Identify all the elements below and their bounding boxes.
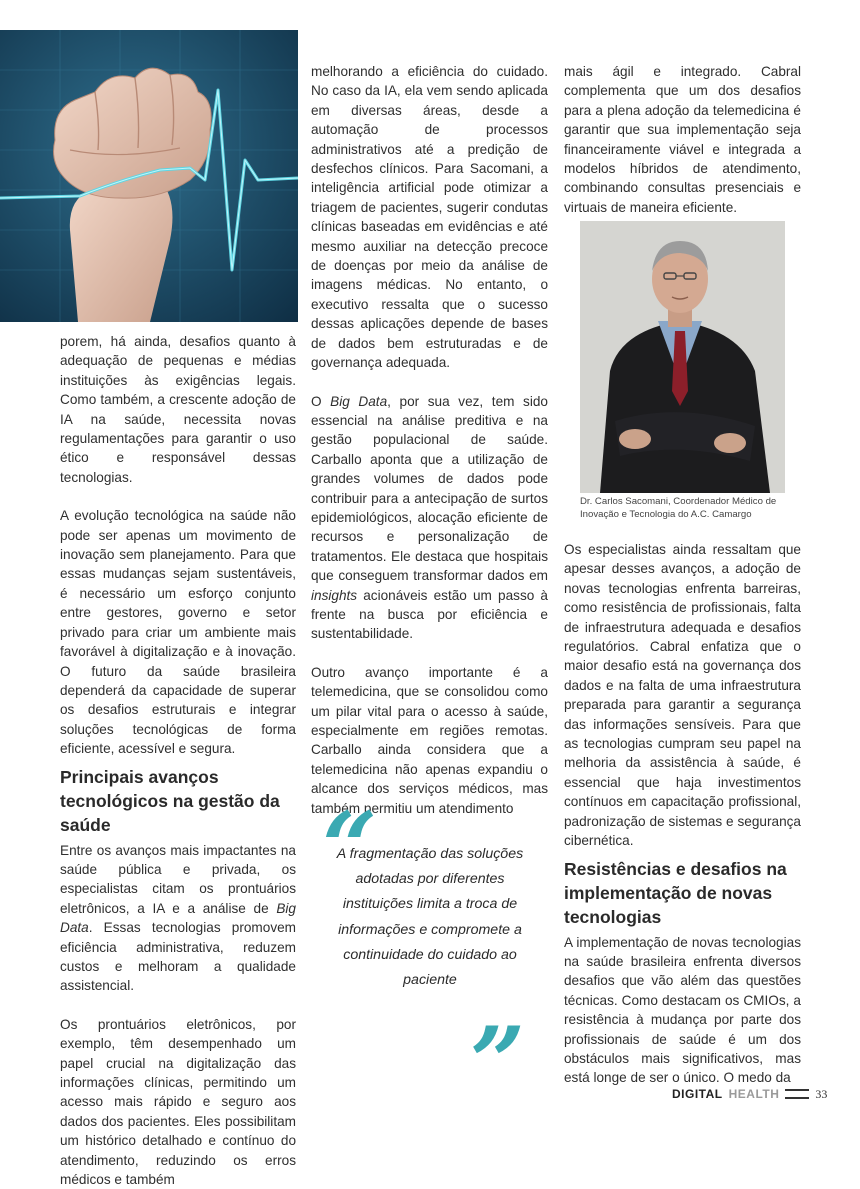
fist-heartbeat-illustration bbox=[0, 30, 298, 322]
pull-quote: A fragmentação das soluções adotadas por diferentes instituições limita a troca de informações e compromete a continuidade do cuidado ao paciente bbox=[336, 846, 524, 989]
footer-brand-digital: DIGITAL bbox=[672, 1087, 723, 1101]
col1-paragraph-4: Os prontuários eletrônicos, por exemplo, têm desempenhado um papel crucial na digitalização das informações clínicas, permitindo um acesso mais rápido e seguro aos dados dos pacientes. Eles possibilitam um histórico detalhado e contínuo do atendimento, reduzindo os erros médicos e também bbox=[60, 1016, 296, 1188]
col2-paragraph-1: melhorando a eficiência do cuidado. No caso da IA, ela vem sendo aplicada em diversas áreas, desde a automação de processos administrativos até a predição de desfechos clínicos. Para Sacomani, a inteligência artificial pode otimizar a triagem de pacientes, sugerir condutas clínicas baseadas em evidências e até mesmo auxiliar na detecção precoce de doenças por meio da análise de imagens médicas. No entanto, o executivo ressalta que o sucesso dessas aplicações depende de bases de dados bem estruturadas e de governança adequada. bbox=[311, 64, 548, 371]
col1-paragraph-1: porem, há ainda, desafios quanto à adequação de pequenas e médias instituições às exigências legais. Como também, a crescente adoção de IA na saúde, necessita novas regulamentações para garantir o uso ético e responsável dessas tecnologias. bbox=[60, 334, 296, 485]
col2-paragraph-2: O Big Data, por sua vez, tem sido essencial na análise preditiva e na gestão populacional de saúde. Carballo aponta que a utilização de grandes volumes de dados pode contribuir para a antecipação de surtos epidemiológicos, alocação eficiente de recursos e personalização de tratamentos. Ele destaca que hospitais que conseguem transformar dados em insights acionáveis estão um passo à frente na busca por eficiência e sustentabilidade. bbox=[311, 393, 548, 642]
col3b-paragraph-1: Os especialistas ainda ressaltam que apesar desses avanços, a adoção de novas tecnologias enfrenta barreiras, como resistência de profissionais, falta de infraestrutura adequada e desafios regulatórios. Cabral enfatiza que o maior desafio está na governança dos dados e na falta de uma infraestrutura preparada para garantir a segurança das informações sensíveis. Para que as tecnologias cumpram seu papel na melhoria da assistência à saúde, é essencial que haja investimentos contínuos em capacitação profissional, padronização de sistemas e segurança cibernética. bbox=[564, 542, 801, 849]
col1-paragraph-3: Entre os avanços mais impactantes na saúde pública e privada, os especialistas citam os prontuários eletrônicos, a IA e a análise de Big Data. Essas tecnologias promovem eficiência administrativa, reduzem custos e melhoram a qualidade assistencial. bbox=[60, 842, 296, 994]
col1-paragraph-2: A evolução tecnológica na saúde não pode ser apenas um movimento de inovação sem planejamento. Para que essas mudanças sejam sustentáveis, é necessário um esforço conjunto entre gestores, governo e setor privado para criar um ambiente mais favorável à digitalização e à inovação. O futuro da saúde brasileira dependerá da capacidade de superar os desafios estruturais e integrar soluções tecnológicas de forma eficiente, acessível e segura. bbox=[60, 508, 296, 757]
col2-paragraph-3: Outro avanço importante é a telemedicina, que se consolidou como um pilar vital para o acesso à saúde, especialmente em regiões remotas. Carballo ainda considera que a telemedicina não apenas expandiu o alcance dos serviços médicos, mas também permitiu um atendimento bbox=[311, 664, 548, 816]
hero-image bbox=[0, 30, 298, 322]
col3-paragraph-1: mais ágil e integrado. Cabral complementa que um dos desafios para a plena adoção da telemedicina é garantir que sua implementação seja financeiramente viável e integrada a modelos híbridos de atendimento, combinando consultas presenciais e virtuais de maneira eficiente. bbox=[564, 64, 801, 215]
close-quote-icon: ” bbox=[470, 1006, 526, 1119]
footer-divider-lines bbox=[785, 1089, 809, 1099]
man-in-suit-portrait bbox=[580, 221, 785, 493]
portrait-photo bbox=[580, 221, 785, 493]
column-3-top bbox=[564, 62, 801, 217]
column-3-bottom bbox=[564, 540, 801, 1088]
section-heading-resistances: Resistências e desafios na implementação de novas tecnologias bbox=[564, 858, 787, 927]
page-number: 33 bbox=[815, 1086, 828, 1101]
footer-brand-health: HEALTH bbox=[728, 1087, 780, 1101]
col3b-paragraph-2: A implementação de novas tecnologias na saúde brasileira enfrenta diversos desafios que vão além das questões técnicas. Como destacam os CMIOs, a resistência à mudança por parte dos profissionais de saúde é um dos obstáculos mais significativos, mas está longe de ser o único. O medo da bbox=[564, 934, 801, 1086]
column-1 bbox=[60, 332, 296, 1189]
page-footer bbox=[672, 1086, 827, 1102]
open-quote-icon: “ bbox=[322, 791, 378, 904]
portrait-caption: Dr. Carlos Sacomani, Coordenador Médico de Inovação e Tecnologia do A.C. Camargo bbox=[580, 496, 777, 520]
section-heading-advances: Principais avanços tecnológicos na gestão da saúde bbox=[60, 766, 280, 835]
column-2 bbox=[311, 62, 548, 818]
